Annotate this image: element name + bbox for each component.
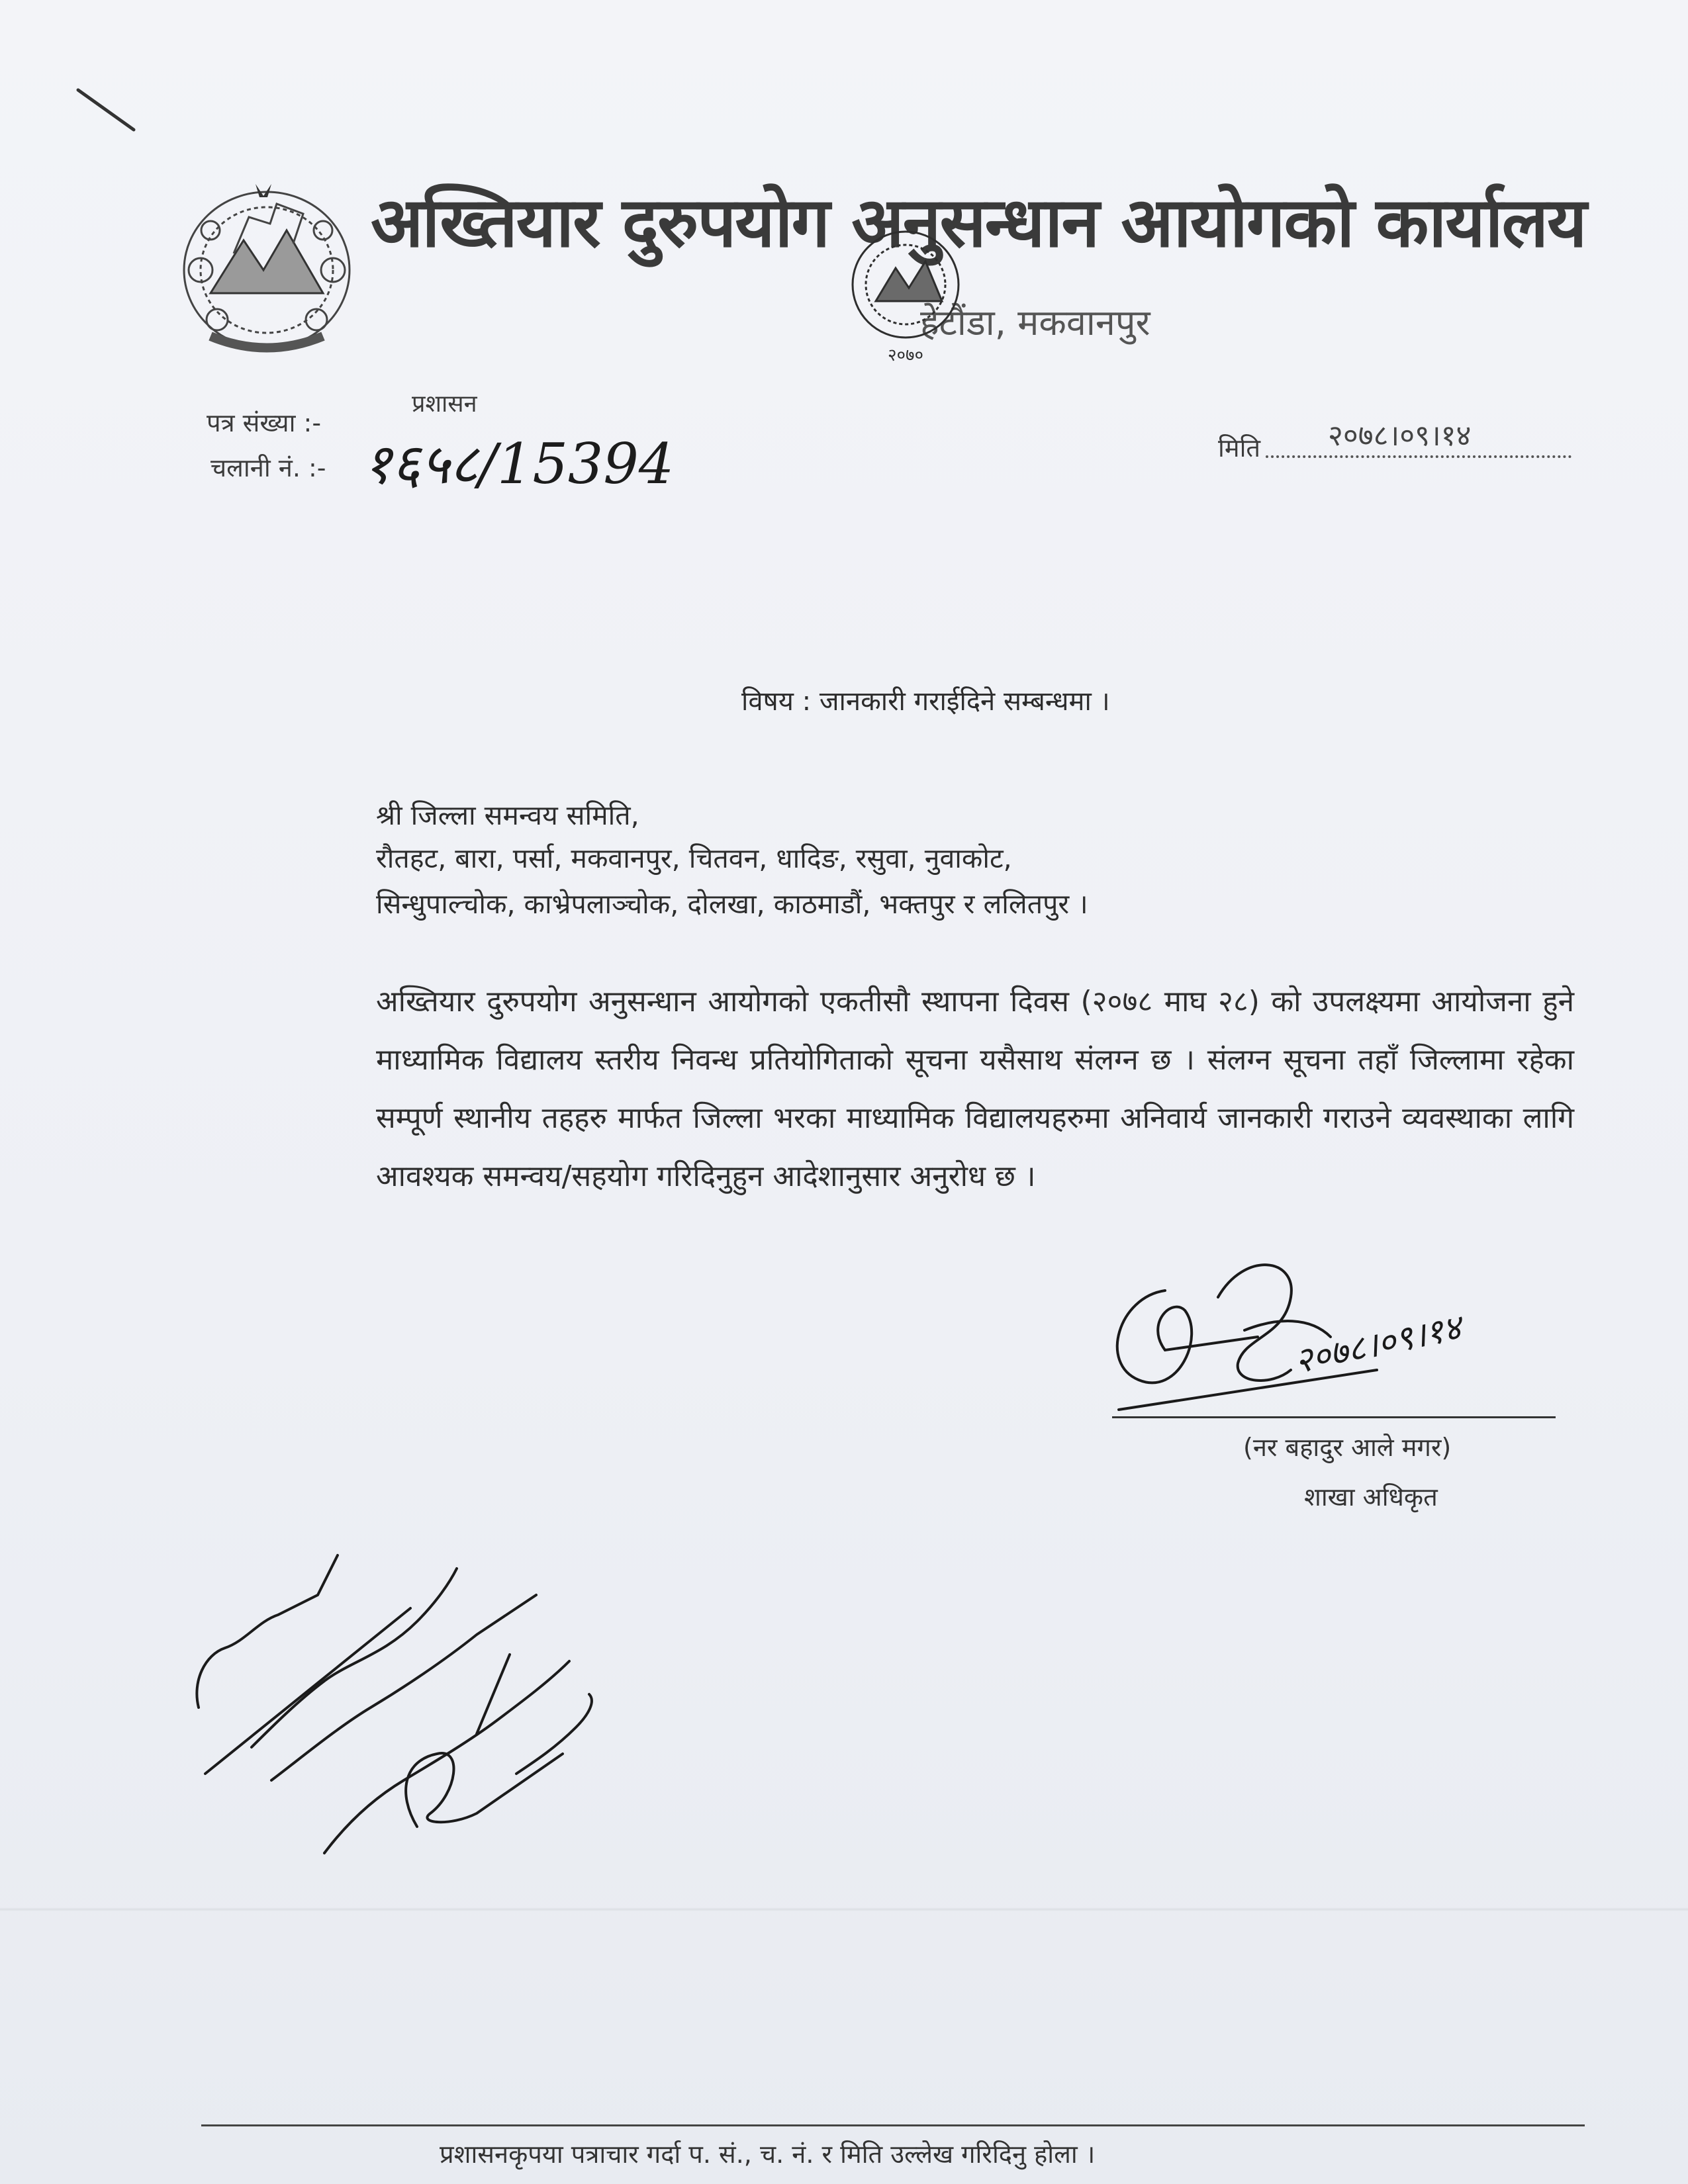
letter-body: अख्तियार दुरुपयोग अनुसन्धान आयोगको एकतीसौ स्थापना दिवस (२०७८ माघ २८) को उपलक्ष्यमा आयोजना हुने माध्यामिक विद्यालय स्तरीय निवन्ध प्रतियोगिताको सूचना यसैसाथ संलग्न छ । संलग्न सूचना तहाँ जिल्लामा रहेका सम्पूर्ण स्थानीय तहहरु मार्फत जिल्ला भरका माध्यामिक विद्यालयहरुमा अनिवार्य जानकारी गराउने व्यवस्थाका लागि आवश्यक समन्वय/सहयोग गरिदिनुहुन आदेशानुसार अनुरोध छ । xyxy=(376,985,1574,1193)
dispatch-number-label: चलानी नं. :- xyxy=(211,453,326,482)
pen-mark xyxy=(73,85,146,138)
dispatch-number-value: १६५८/15394 xyxy=(363,432,675,496)
subject-line: विषय : जानकारी गराईदिने सम्बन्धमा । xyxy=(741,686,1110,717)
date-value: २०७८।०९।१४ xyxy=(1328,419,1472,453)
date-label: मिति xyxy=(1218,433,1261,463)
addressee-line-3: सिन्धुपाल्चोक, काभ्रेपलाञ्चोक, दोलखा, काठमाडौं, भक्तपुर र ललितपुर । xyxy=(376,888,1088,920)
addressee-line-2: रौतहट, बारा, पर्सा, मकवानपुर, चितवन, धादिङ, रसुवा, नुवाकोट, xyxy=(376,842,1012,874)
nepal-emblem-icon xyxy=(171,177,363,359)
office-title: अख्तियार दुरुपयोग अनुसन्धान आयोगको कार्यालय xyxy=(371,182,1586,263)
office-stamp-icon xyxy=(826,225,985,377)
signatory-title: शाखा अधिकृत xyxy=(1304,1482,1438,1512)
stamp-year: २०७० xyxy=(887,345,924,365)
officer-signature-icon xyxy=(1092,1238,1523,1436)
date-underline xyxy=(1266,455,1571,458)
footer-rule xyxy=(201,2124,1585,2126)
handwritten-note-icon xyxy=(165,1482,642,1866)
signed-date: २०७८।०९।१४ xyxy=(1291,1307,1465,1382)
letter-number-label: पत्र संख्या :- xyxy=(207,408,322,437)
signatory-name: (नर बहादुर आले मगर) xyxy=(1243,1433,1452,1462)
paper-fold xyxy=(0,1907,1688,1911)
office-location: हेटौंडा, मकवानपुर xyxy=(920,302,1150,343)
department-label: प्रशासन xyxy=(412,390,477,418)
footer-note: प्रशासनकृपया पत्राचार गर्दा प. सं., च. नं. र मिति उल्लेख गरिदिनु होला । xyxy=(440,2140,1096,2169)
addressee-line-1: श्री जिल्ला समन्वय समिति, xyxy=(376,799,639,831)
signature-line xyxy=(1112,1416,1556,1418)
